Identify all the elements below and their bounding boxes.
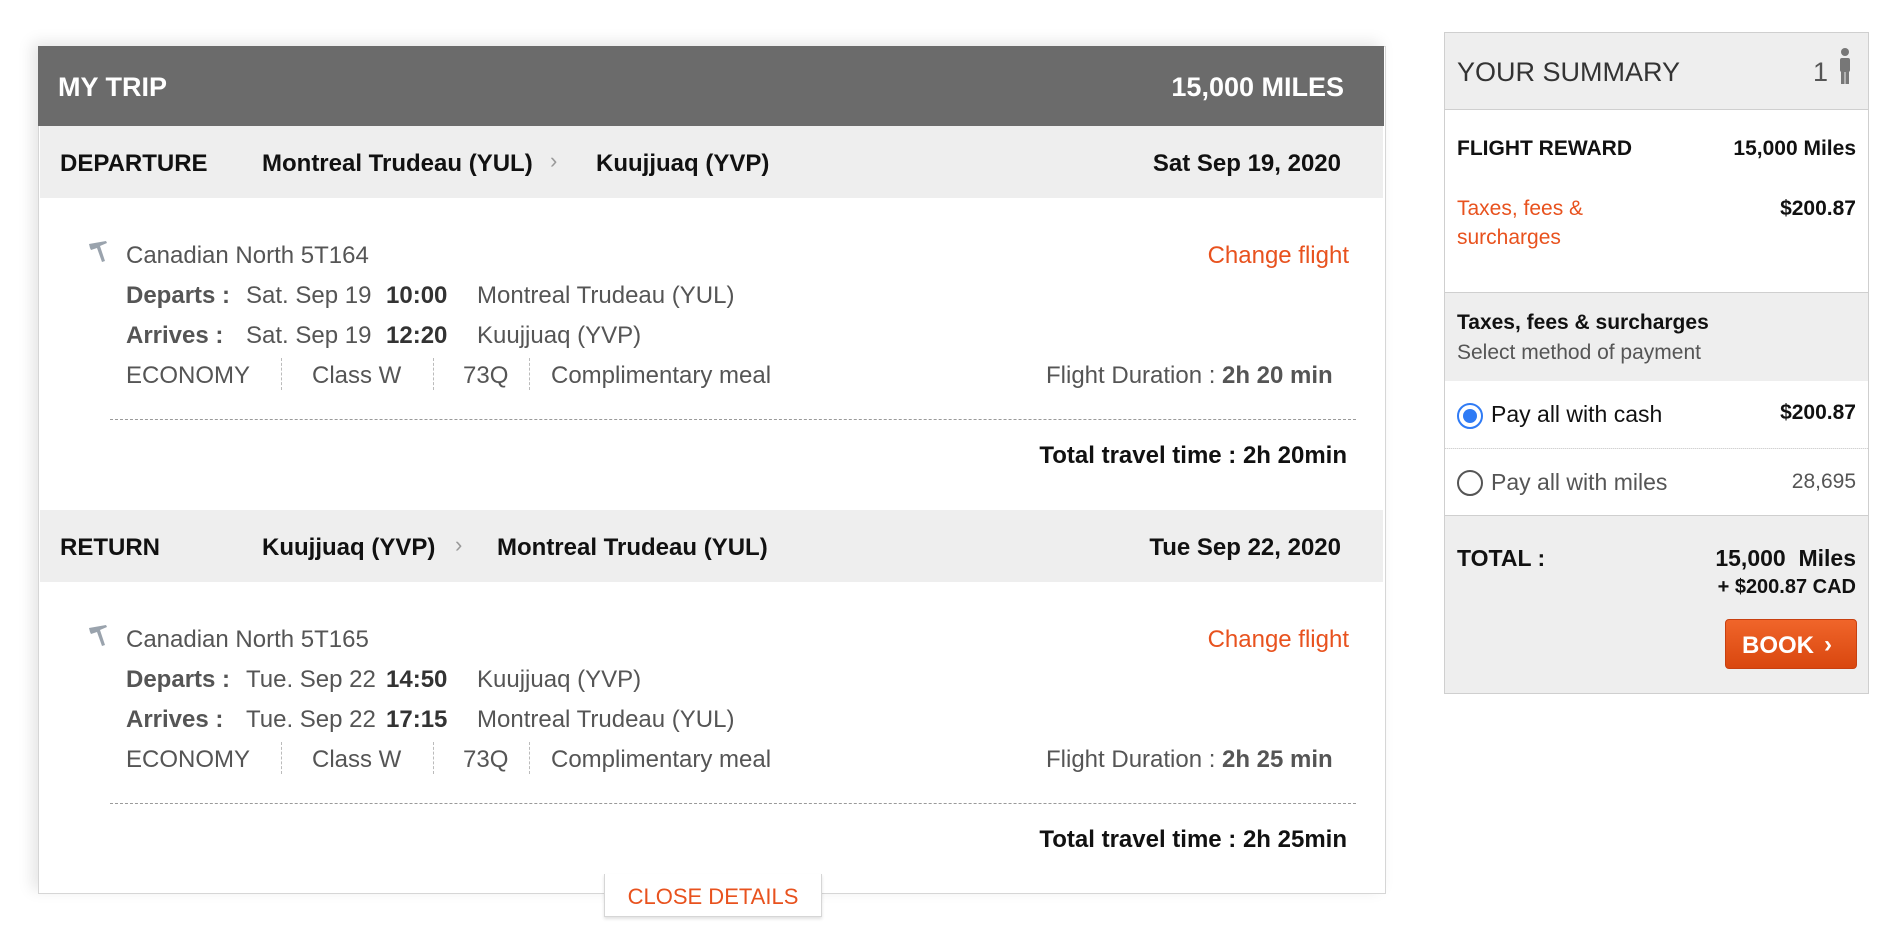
return-bar — [40, 510, 1383, 582]
close-details-label: CLOSE DETAILS — [627, 884, 799, 909]
total-miles: 15,000 Miles — [1715, 545, 1856, 571]
reward-value: 15,000 Miles — [1733, 137, 1856, 160]
duration-label: Flight Duration : — [1046, 746, 1216, 773]
change-flight-link[interactable]: Change flight — [1207, 626, 1349, 653]
separator — [529, 742, 530, 774]
departs-date: Tue. Sep 22 — [246, 666, 376, 693]
airplane-icon — [86, 239, 112, 265]
person-icon — [1836, 47, 1854, 85]
flight-number: Canadian North 5T164 — [126, 242, 369, 269]
book-label: BOOK — [1742, 632, 1814, 659]
pay-cash-label[interactable]: Pay all with cash — [1491, 401, 1663, 427]
divider — [1445, 292, 1868, 293]
chevron-right-icon: › — [455, 532, 463, 557]
total-travel-time: Total travel time : 2h 20min — [1039, 442, 1347, 469]
departs-time: 14:50 — [386, 666, 448, 693]
fare-class: Class W — [312, 362, 402, 389]
divider — [1445, 515, 1868, 516]
separator — [433, 358, 434, 390]
airplane-icon — [86, 623, 112, 649]
fare-class: Class W — [312, 746, 402, 773]
flight-number: Canadian North 5T165 — [126, 626, 369, 653]
arrives-date: Sat. Sep 19 — [246, 322, 372, 349]
passenger-count: 1 — [1813, 57, 1829, 87]
pay-miles-radio[interactable] — [1457, 470, 1483, 496]
divider — [110, 419, 1356, 420]
summary-panel — [1444, 32, 1869, 694]
arrives-time: 12:20 — [386, 322, 448, 349]
aircraft-type: 73Q — [463, 746, 509, 773]
departs-label: Departs : — [126, 282, 231, 309]
separator — [281, 358, 282, 390]
taxes-value: $200.87 — [1780, 197, 1856, 220]
arrives-date: Tue. Sep 22 — [246, 706, 376, 733]
pay-miles-value: 28,695 — [1791, 470, 1856, 493]
cabin-class: ECONOMY — [126, 362, 251, 389]
departs-airport: Kuujjuaq (YVP) — [477, 666, 642, 693]
arrives-label: Arrives : — [126, 706, 224, 733]
segment-label: RETURN — [60, 534, 160, 561]
separator — [529, 358, 530, 390]
pay-miles-label[interactable]: Pay all with miles — [1491, 469, 1668, 495]
aircraft-type: 73Q — [463, 362, 509, 389]
segment-to: Montreal Trudeau (YUL) — [497, 534, 768, 561]
total-travel-time: Total travel time : 2h 25min — [1039, 826, 1347, 853]
pay-cash-radio[interactable] — [1457, 403, 1483, 429]
segment-from: Kuujjuaq (YVP) — [262, 534, 436, 561]
summary-title: YOUR SUMMARY — [1457, 57, 1681, 87]
segment-to: Kuujjuaq (YVP) — [596, 150, 770, 177]
payment-subheading: Select method of payment — [1457, 341, 1701, 364]
book-button[interactable] — [1725, 619, 1857, 669]
pay-cash-value: $200.87 — [1780, 401, 1856, 424]
duration-label: Flight Duration : — [1046, 362, 1216, 389]
chevron-right-icon: › — [1824, 631, 1832, 658]
close-details-button[interactable] — [604, 874, 822, 917]
chevron-right-icon: › — [550, 148, 558, 173]
divider — [110, 803, 1356, 804]
trip-header — [38, 46, 1384, 126]
segment-date: Sat Sep 19, 2020 — [1152, 150, 1341, 177]
segment-label: DEPARTURE — [60, 150, 208, 177]
meal-info: Complimentary meal — [551, 362, 772, 389]
separator — [433, 742, 434, 774]
arrives-airport: Kuujjuaq (YVP) — [477, 322, 642, 349]
arrives-time: 17:15 — [386, 706, 448, 733]
flight-duration: 2h 25 min — [1222, 746, 1333, 773]
segment-from: Montreal Trudeau (YUL) — [262, 150, 533, 177]
arrives-label: Arrives : — [126, 322, 224, 349]
taxes-link-line2[interactable]: surcharges — [1457, 226, 1561, 249]
taxes-link-line1[interactable]: Taxes, fees & — [1457, 197, 1584, 220]
payment-heading: Taxes, fees & surcharges — [1457, 311, 1709, 334]
meal-info: Complimentary meal — [551, 746, 772, 773]
reward-label: FLIGHT REWARD — [1457, 137, 1632, 160]
departs-time: 10:00 — [386, 282, 448, 309]
separator — [281, 742, 282, 774]
arrives-airport: Montreal Trudeau (YUL) — [477, 706, 735, 733]
change-flight-link[interactable]: Change flight — [1207, 242, 1349, 269]
departs-date: Sat. Sep 19 — [246, 282, 372, 309]
segment-date: Tue Sep 22, 2020 — [1149, 534, 1341, 561]
total-cash: + $200.87 CAD — [1717, 576, 1856, 598]
departure-bar — [40, 126, 1383, 198]
cabin-class: ECONOMY — [126, 746, 251, 773]
trip-title: MY TRIP — [58, 72, 168, 102]
total-label: TOTAL : — [1457, 545, 1546, 571]
trip-total-miles: 15,000 MILES — [1171, 72, 1344, 102]
flight-duration: 2h 20 min — [1222, 362, 1333, 389]
departs-airport: Montreal Trudeau (YUL) — [477, 282, 735, 309]
departs-label: Departs : — [126, 666, 231, 693]
